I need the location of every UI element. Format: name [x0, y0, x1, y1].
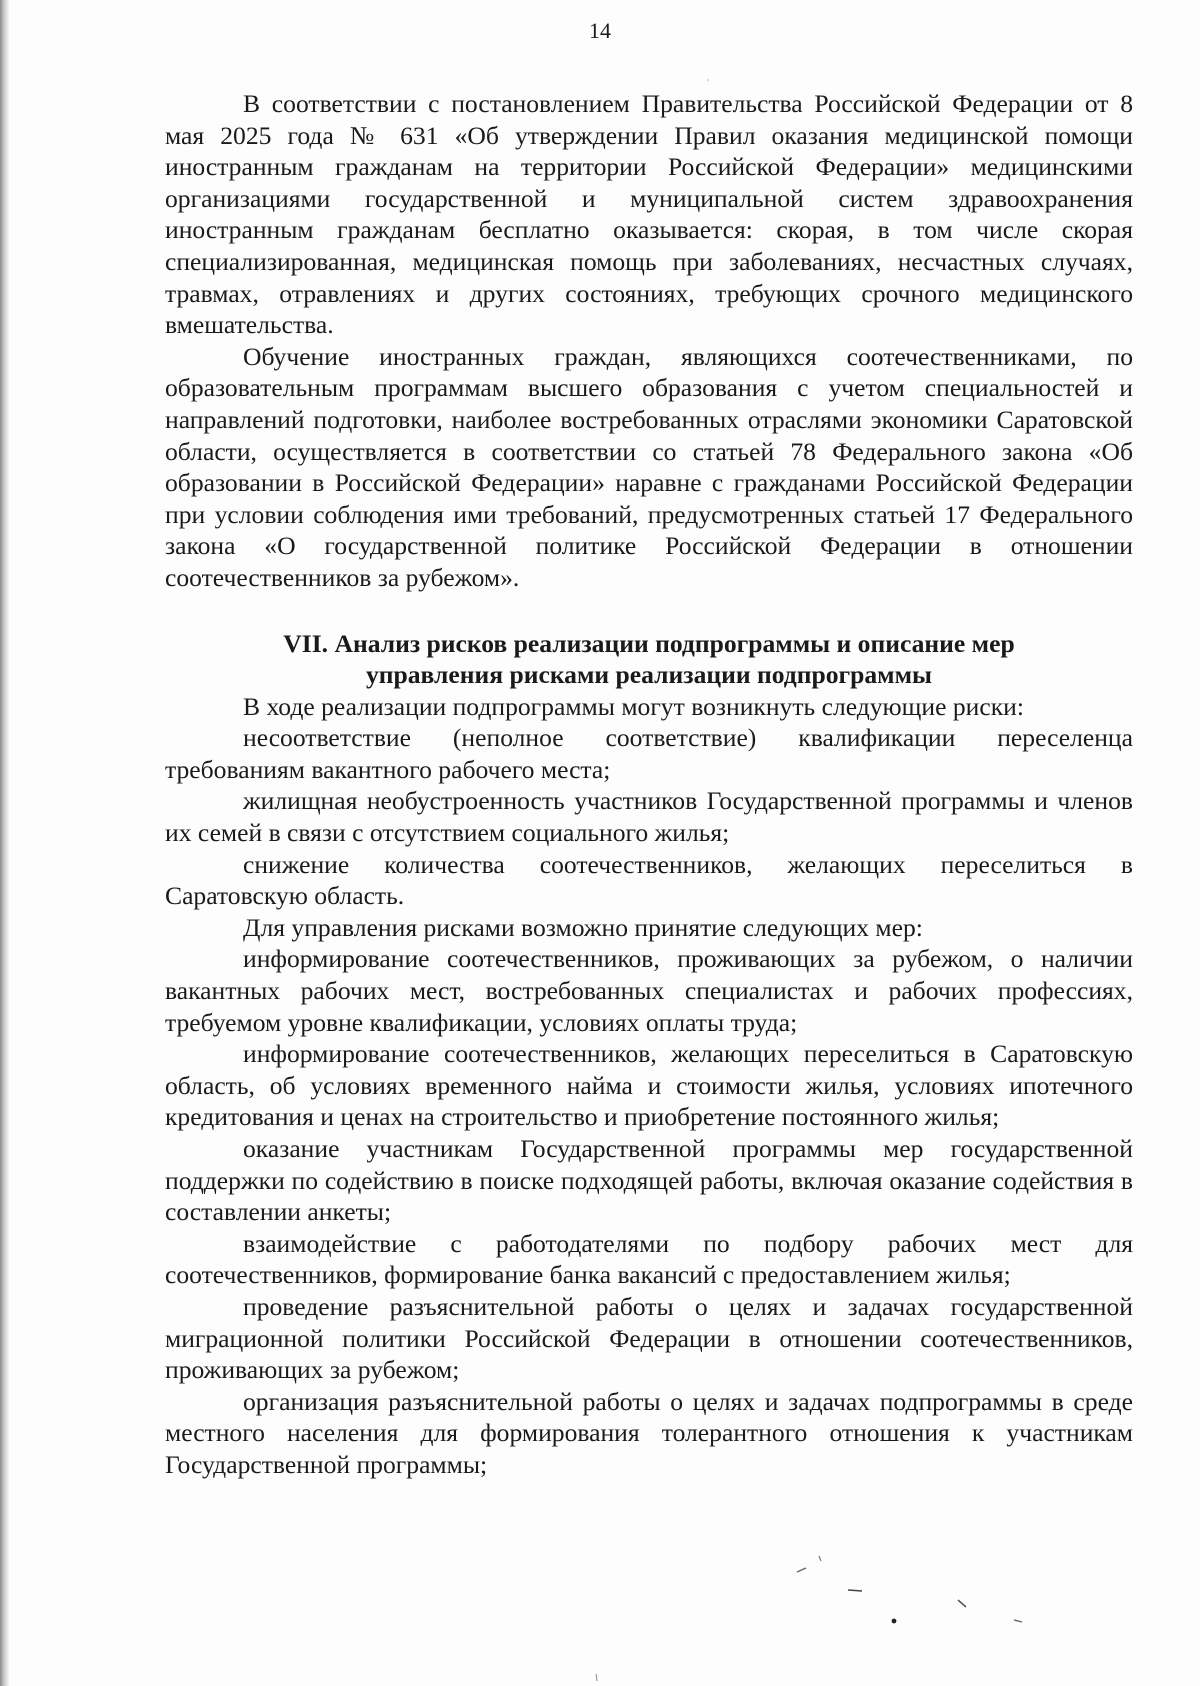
paragraph-risks-intro: В ходе реализации подпрограммы могут возникнуть следующие риски:	[243, 691, 1024, 721]
paragraph-measure-employers: взаимодействие с работодателями по подбору рабочих мест для соотечественников, формирование банка вакансий с предоставлением жилья;	[165, 1228, 1133, 1290]
document-body	[165, 88, 1133, 1481]
section-heading	[165, 628, 1133, 691]
paragraph-measure-migration-policy: проведение разъяснительной работы о целях и задачах государственной миграционной политики Российской Федерации в отношении соотечественников, проживающих за рубежом;	[165, 1291, 1133, 1385]
paragraph-measure-vacancies: информирование соотечественников, проживающих за рубежом, о наличии вакантных рабочих мест, востребованных специалистах и рабочих профессиях, требуемом уровне квалификации, условиях оплаты труда;	[165, 944, 1133, 1037]
paragraph-measure-housing-info: информирование соотечественников, желающих переселиться в Саратовскую область, об условиях временного найма и стоимости жилья, условиях ипотечного кредитования и ценах на строительство и приобретение постоянного жилья;	[165, 1039, 1133, 1132]
scan-edge-shadow	[0, 0, 9, 1686]
paragraph-education: Обучение иностранных граждан, являющихся соотечественниками, по образовательным программам высшего образования с учетом специальностей и направлений подготовки, наиболее востребованных отраслями экономики Саратовской области, осуществляется в соответствии со статьей 78 Федерального закона «Об образовании в Российской Федерации» наравне с гражданами Российской Федерации при условии соблюдения ими требований, предусмотренных статьей 17 Федерального закона «О государственной политике Российской Федерации в отношении соотечественников за рубежом».	[165, 341, 1133, 592]
paragraph-measure-tolerance: организация разъяснительной работы о целях и задачах подпрограммы в среде местного населения для формирования толерантного отношения к участникам Государственной программы;	[165, 1386, 1133, 1479]
paragraph-risk-housing: жилищная необустроенность участников Государственной программы и членов их семей в связи с отсутствием социального жилья;	[165, 786, 1133, 848]
section-heading-line-2: управления рисками реализации подпрограммы	[365, 660, 933, 690]
paragraph-measures-intro: Для управления рисками возможно принятие следующих мер:	[243, 912, 923, 942]
paragraph-risk-decrease: снижение количества соотечественников, желающих переселиться в Саратовскую область.	[165, 849, 1133, 911]
paragraph-risk-qualification: несоответствие (неполное соответствие) квалификации переселенца требованиям вакантного рабочего места;	[165, 723, 1133, 784]
paragraph-medical-care: В соответствии с постановлением Правительства Российской Федерации от 8 мая 2025 года № 631 «Об утверждении Правил оказания медицинской помощи иностранным гражданам на территории Российской Федерации» медицинскими организациями государственной и муниципальной систем здравоохранения иностранным гражданам бесплатно оказывается: скорая, в том числе скорая специализированная, медицинская помощь при заболеваниях, несчастных случаях, травмах, отравлениях и других состояниях, требующих срочного медицинского вмешательства.	[165, 89, 1133, 340]
section-heading-line-1: VII. Анализ рисков реализации подпрограммы и описание мер	[283, 628, 1015, 658]
paragraph-measure-job-support: оказание участникам Государственной программы мер государственной поддержки по содействию в поиске подходящей работы, включая оказание содействия в составлении анкеты;	[165, 1134, 1133, 1227]
page-number: 14	[589, 18, 611, 43]
